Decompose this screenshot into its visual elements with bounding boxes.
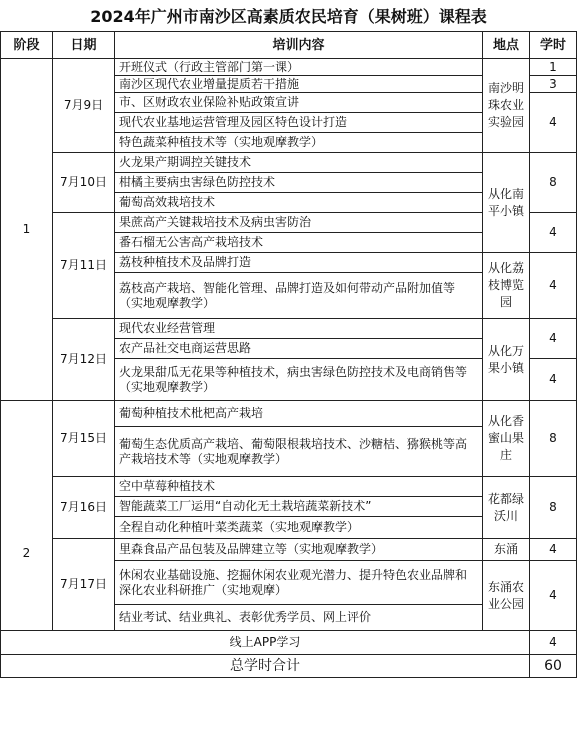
hours-cell: 3 xyxy=(530,76,577,93)
hours-cell: 4 xyxy=(530,93,577,153)
course-cell: 结业考试、结业典礼、表彰优秀学员、网上评价 xyxy=(115,605,483,631)
date-cell: 7月16日 xyxy=(53,477,115,539)
date-cell: 7月11日 xyxy=(53,213,115,319)
course-cell: 荔枝种植技术及品牌打造 xyxy=(115,253,483,273)
course-cell: 休闲农业基础设施、挖掘休闲农业观光潜力、提升特色农业品牌和深化农业科研推广（实地观摩） xyxy=(115,561,483,605)
course-cell: 南沙区现代农业增量提质若干措施 xyxy=(115,76,483,93)
total-row xyxy=(1,655,577,678)
course-cell: 开班仪式（行政主管部门第一课） xyxy=(115,59,483,76)
stage-cell: 2 xyxy=(1,477,53,631)
course-cell: 荔枝高产栽培、智能化管理、品牌打造及如何带动产品附加值等（实地观摩教学） xyxy=(115,273,483,319)
location-cell: 东涌 xyxy=(483,539,530,561)
course-cell: 市、区财政农业保险补贴政策宣讲 xyxy=(115,93,483,113)
course-cell: 空中草莓种植技术 xyxy=(115,477,483,497)
course-cell: 火龙果甜瓜无花果等种植技术，病虫害绿色防控技术及电商销售等（实地观摩教学） xyxy=(115,359,483,401)
date-cell: 7月12日 xyxy=(53,319,115,401)
location-cell: 东涌农业公园 xyxy=(483,561,530,631)
course-cell: 农产品社交电商运营思路 xyxy=(115,339,483,359)
total-hours-value: 60 xyxy=(530,655,577,678)
hours-cell: 8 xyxy=(530,401,577,477)
course-cell: 柑橘主要病虫害绿色防控技术 xyxy=(115,173,483,193)
hours-cell: 8 xyxy=(530,153,577,213)
header-stage: 阶段 xyxy=(1,32,53,59)
hours-cell: 4 xyxy=(530,319,577,359)
location-cell: 南沙明珠农业实验园 xyxy=(483,59,530,153)
course-cell: 全程自动化种植叶菜类蔬菜（实地观摩教学） xyxy=(115,517,483,539)
header-date: 日期 xyxy=(53,32,115,59)
course-cell: 番石榴无公害高产栽培技术 xyxy=(115,233,483,253)
date-cell: 7月17日 xyxy=(53,539,115,631)
course-cell: 火龙果产期调控关键技术 xyxy=(115,153,483,173)
online-row xyxy=(1,631,577,655)
header-content: 培训内容 xyxy=(115,32,483,59)
hours-cell: 1 xyxy=(530,59,577,76)
hours-cell: 4 xyxy=(530,561,577,631)
course-cell: 现代农业经营管理 xyxy=(115,319,483,339)
hours-cell: 8 xyxy=(530,477,577,539)
hours-cell: 4 xyxy=(530,539,577,561)
location-cell: 花都绿沃川 xyxy=(483,477,530,539)
table-row xyxy=(1,59,577,76)
location-cell: 从化南平小镇 xyxy=(483,153,530,253)
header-location: 地点 xyxy=(483,32,530,59)
table-row xyxy=(1,153,577,173)
table-row xyxy=(1,319,577,339)
header-hours: 学时 xyxy=(530,32,577,59)
course-cell: 现代农业基地运营管理及园区特色设计打造 xyxy=(115,113,483,133)
stage-cell: 1 xyxy=(1,59,53,401)
location-cell: 从化香蜜山果庄 xyxy=(483,401,530,477)
course-cell: 葡萄种植技术枇杷高产栽培 xyxy=(115,401,483,427)
schedule-table-part2 xyxy=(0,476,577,678)
course-cell: 里森食品产品包装及品牌建立等（实地观摩教学） xyxy=(115,539,483,561)
page-title: 2024年广州市南沙区高素质农民培育（果树班）课程表 xyxy=(90,6,487,26)
course-cell: 葡萄高效栽培技术 xyxy=(115,193,483,213)
total-hours-label: 总学时合计 xyxy=(1,655,530,678)
course-cell: 葡萄生态优质高产栽培、葡萄限根栽培技术、沙糖桔、猕猴桃等高产栽培技术等（实地观摩教学） xyxy=(115,427,483,477)
header-row xyxy=(1,32,577,59)
table-row xyxy=(1,477,577,497)
schedule-table xyxy=(0,31,577,477)
course-cell: 果蔗高产关键栽培技术及病虫害防治 xyxy=(115,213,483,233)
date-cell: 7月10日 xyxy=(53,153,115,213)
hours-cell: 4 xyxy=(530,359,577,401)
date-cell: 7月9日 xyxy=(53,59,115,153)
location-cell: 从化荔枝博览园 xyxy=(483,253,530,319)
table-row xyxy=(1,539,577,561)
location-cell: 从化万果小镇 xyxy=(483,319,530,401)
date-cell: 7月15日 xyxy=(53,401,115,477)
course-cell: 智能蔬菜工厂运用“自动化无土栽培蔬菜新技术” xyxy=(115,497,483,517)
online-hours: 4 xyxy=(530,631,577,655)
table-row xyxy=(1,401,577,427)
online-learning-label: 线上APP学习 xyxy=(1,631,530,655)
stage-cell-continued xyxy=(1,401,53,477)
hours-cell: 4 xyxy=(530,253,577,319)
hours-cell: 4 xyxy=(530,213,577,253)
course-cell: 特色蔬菜种植技术等（实地观摩教学） xyxy=(115,133,483,153)
